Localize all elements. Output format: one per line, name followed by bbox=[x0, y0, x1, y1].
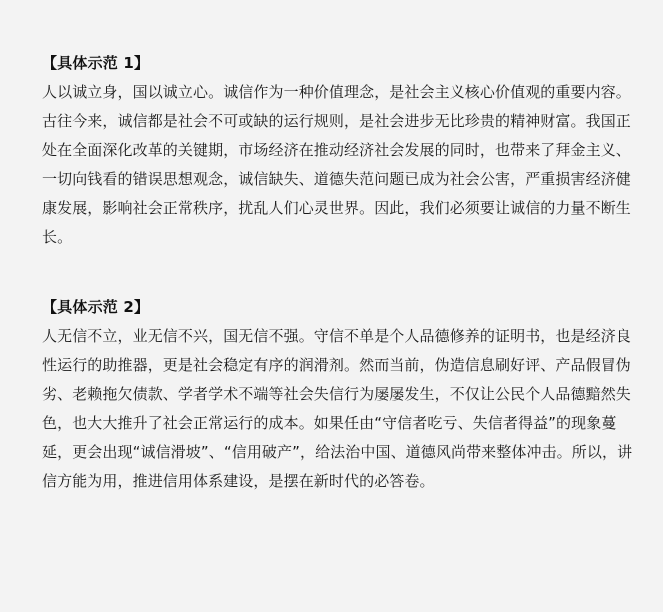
example-1-title: 【具体示范 1】 bbox=[42, 54, 150, 72]
example-section-1 bbox=[42, 53, 633, 252]
example-2-title: 【具体示范 2】 bbox=[42, 298, 150, 316]
example-2-paragraph: 人无信不立，业无信不兴，国无信不强。守信不单是个人品德修养的证明书，也是经济良性运行的助推器，更是社会稳定有序的润滑剂。然而当前，伪造信息刷好评、产品假冒伪劣、老赖拖欠债款、学者学术不端等社会失信行为屡屡发生，不仅让公民个人品德黯然失色，也大大推升了社会正常运行的成本。如果任由“守信者吃亏、失信者得益”的现象蔓延，更会出现“诚信滑坡”、“信用破产”，给法治中国、道德风尚带来整体冲击。所以，讲信方能为用，推进信用体系建设，是摆在新时代的必答卷。 bbox=[42, 327, 633, 490]
example-section-2 bbox=[42, 297, 633, 496]
example-1-paragraph: 人以诚立身，国以诚立心。诚信作为一种价值理念，是社会主义核心价值观的重要内容。古往今来，诚信都是社会不可或缺的运行规则，是社会进步无比珍贵的精神财富。我国正处在全面深化改革的关键期，市场经济在推动经济社会发展的同时，也带来了拜金主义、一切向钱看的错误思想观念，诚信缺失、道德失范问题已成为社会公害，严重损害经济健康发展，影响社会正常秩序，扰乱人们心灵世界。因此，我们必须要让诚信的力量不断生长。 bbox=[42, 83, 631, 246]
